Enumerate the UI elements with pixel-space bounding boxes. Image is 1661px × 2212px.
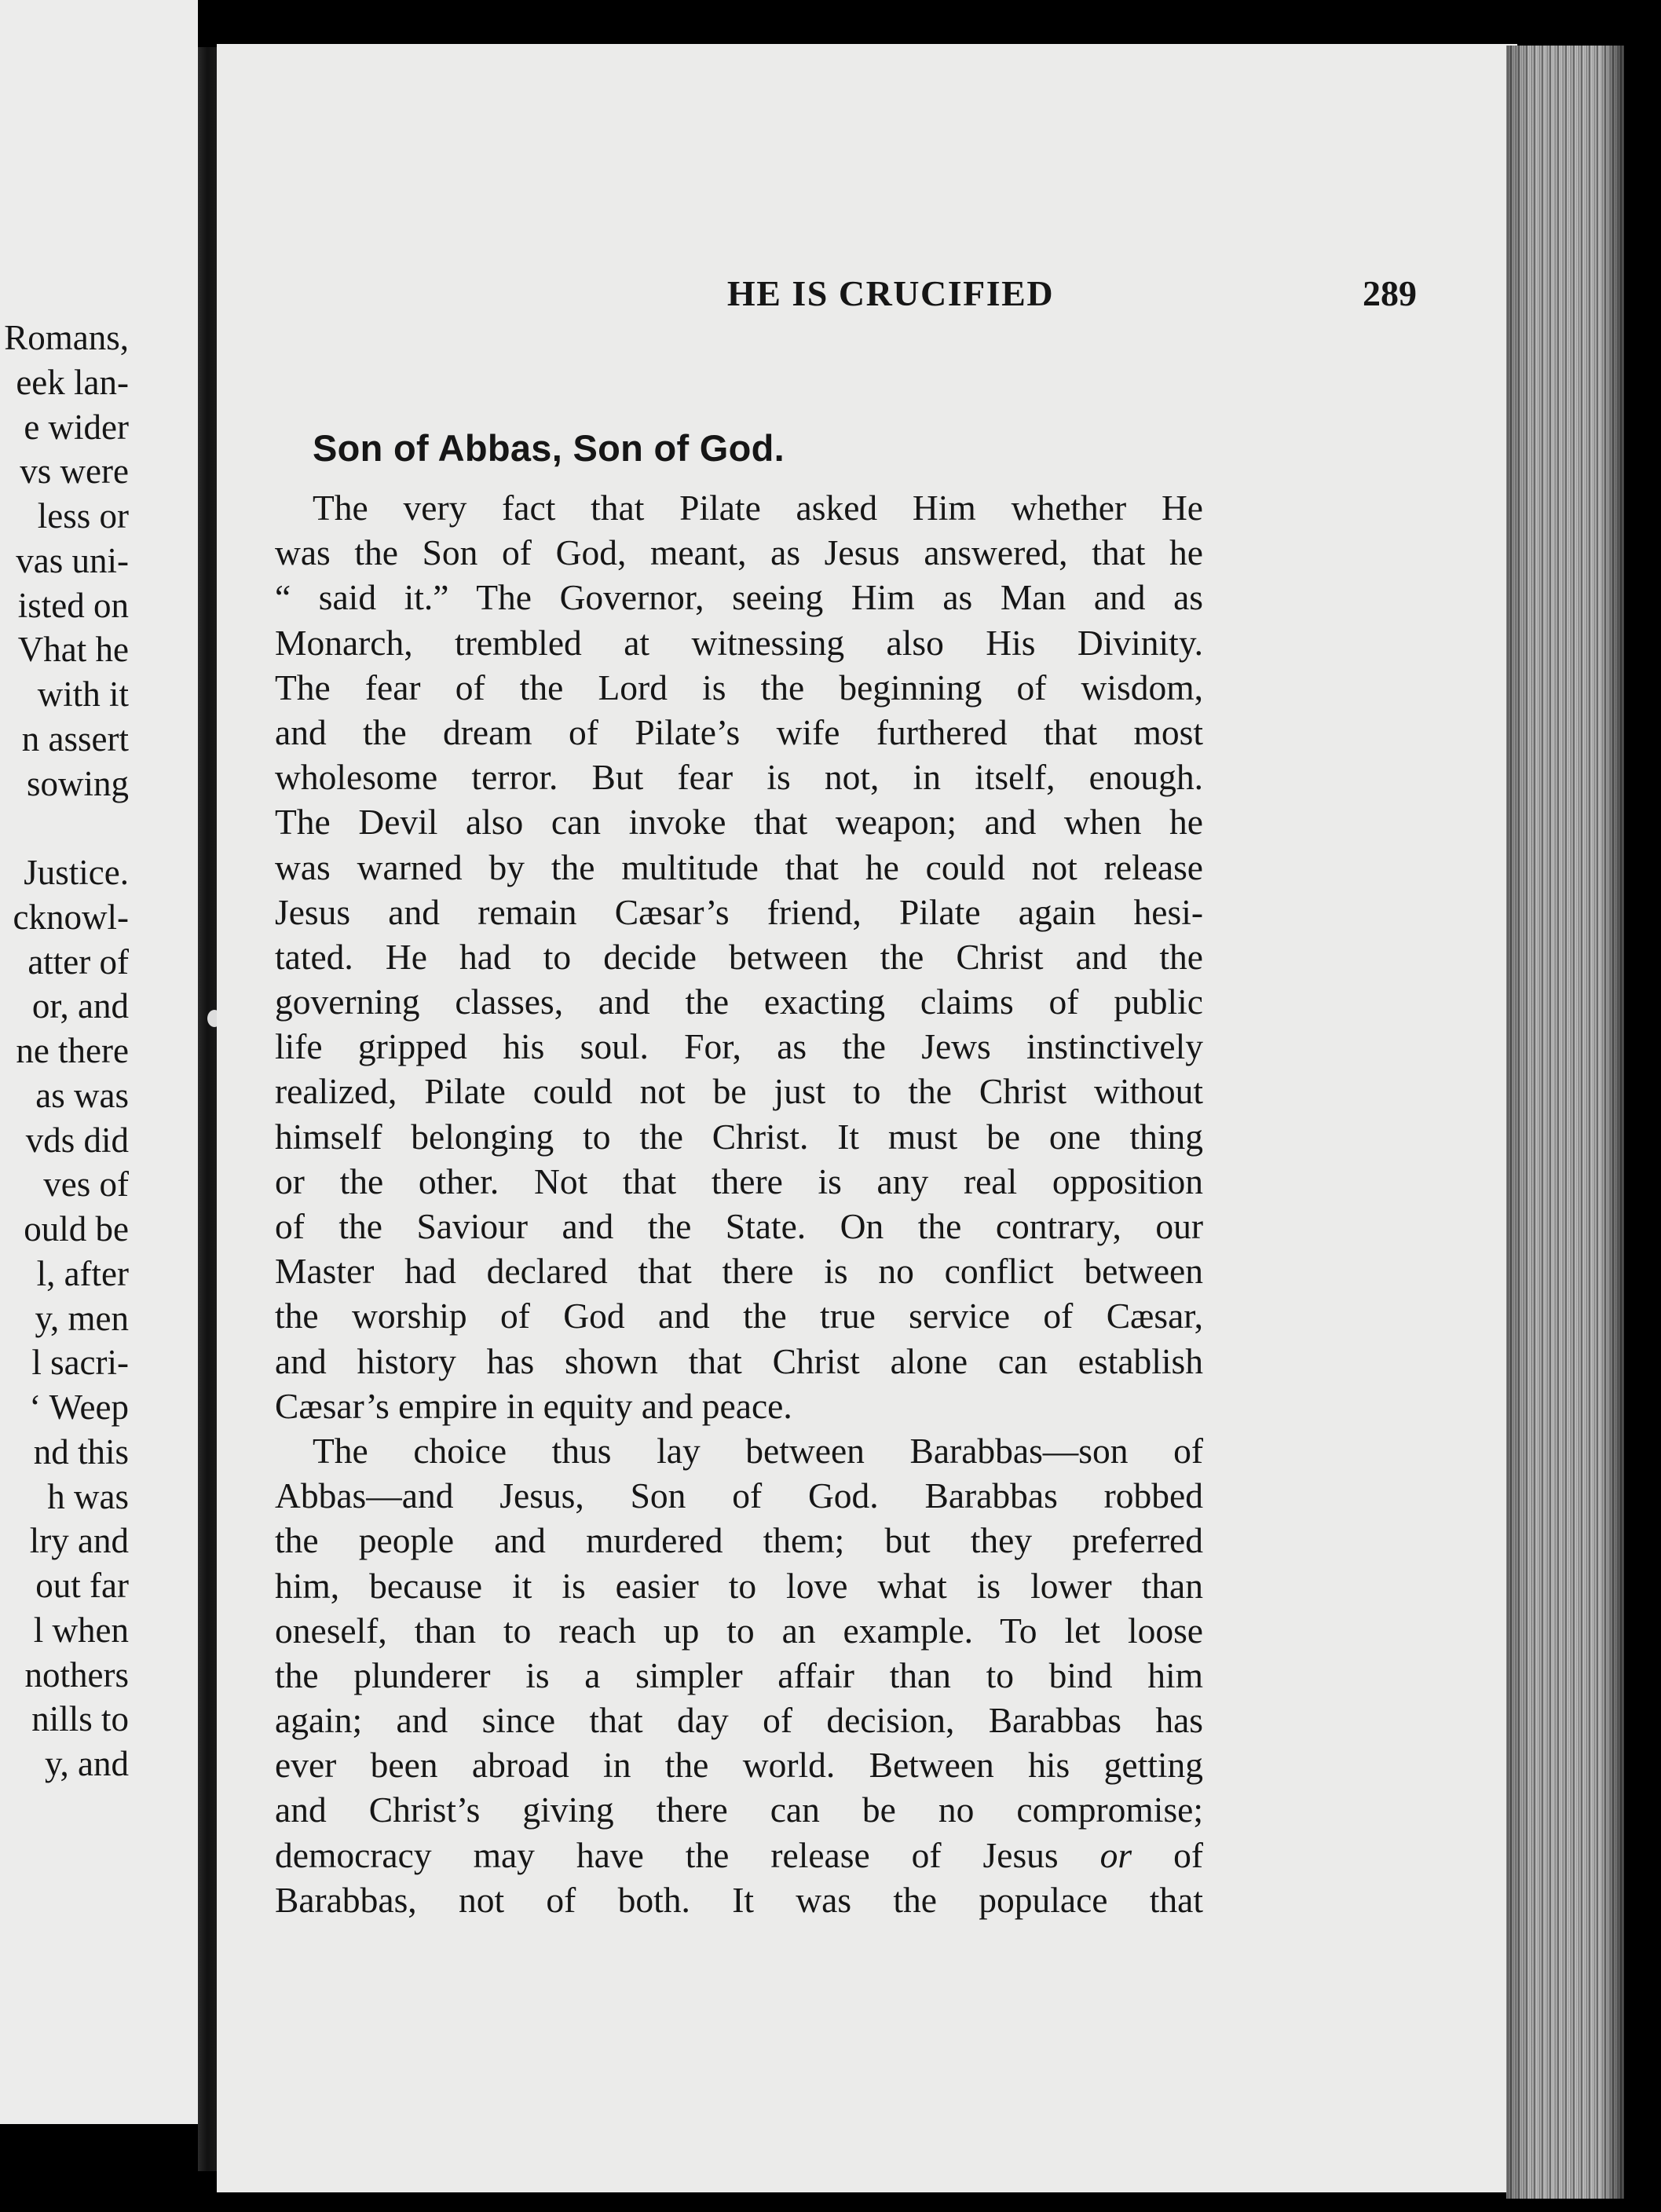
book-page	[217, 44, 1517, 2192]
text-line: realized, Pilate could not be just to the Christ without	[275, 1071, 1203, 1112]
text-line: “ said it.” The Governor, seeing Him as Man and as	[275, 577, 1203, 618]
text-line: and the dream of Pilate’s wife furthered that most	[275, 711, 1203, 752]
text-line: ever been abroad in the world. Between his getting	[275, 1745, 1203, 1786]
text-line: Monarch, trembled at witnessing also His Divinity.	[275, 622, 1203, 663]
facing-page-line: vds did	[25, 1120, 129, 1160]
facing-page-line: with it	[37, 675, 129, 714]
text-line: him, because it is easier to love what is lower than	[275, 1565, 1203, 1606]
text-line: the plunderer is a simpler affair than to bind him	[275, 1654, 1203, 1695]
text-line: the worship of God and the true service of Cæsar,	[275, 1296, 1203, 1336]
text-line: again; and since that day of decision, Barabbas has	[275, 1700, 1203, 1741]
text-line: was the Son of God, meant, as Jesus answered, that he	[275, 532, 1203, 573]
text-line	[275, 1833, 1203, 1877]
facing-page-left	[0, 0, 198, 2124]
facing-page-line: atter of	[27, 941, 129, 982]
facing-page-line: Vhat he	[17, 630, 129, 670]
facing-page-line: less or	[37, 496, 129, 536]
facing-page-line: ne there	[16, 1031, 129, 1070]
text-line: and Christ’s giving there can be no compromise;	[275, 1790, 1203, 1830]
section-heading: Son of Abbas, Son of God.	[313, 427, 785, 469]
text-line: The choice thus lay between Barabbas—son of	[313, 1430, 1203, 1471]
text-line: Abbas—and Jesus, Son of God. Barabbas robbed	[275, 1475, 1203, 1516]
text-line: himself belonging to the Christ. It must be one thing	[275, 1116, 1203, 1157]
facing-page-line: y, and	[44, 1744, 129, 1783]
facing-page-line: vas uni-	[16, 540, 129, 580]
facing-page-text	[0, 316, 129, 1786]
facing-page-line: nothers	[24, 1654, 129, 1695]
italic-word: or	[1099, 1834, 1132, 1875]
text-line: The fear of the Lord is the beginning of wisdom,	[275, 667, 1203, 707]
facing-page-line: ves of	[43, 1164, 129, 1205]
text-line: was warned by the multitude that he could not release	[275, 846, 1203, 887]
page-edges-shadow	[1506, 46, 1624, 2199]
facing-page-line: or, and	[31, 986, 129, 1026]
text-line: life gripped his soul. For, as the Jews instinctively	[275, 1026, 1203, 1067]
page-number: 289	[1363, 273, 1417, 313]
text-line: Cæsar’s empire in equity and peace.	[275, 1385, 792, 1426]
text-line: The Devil also can invoke that weapon; and when he	[275, 802, 1203, 843]
facing-page-line	[0, 806, 129, 850]
facing-page-line: ould be	[24, 1209, 129, 1249]
text-line: Master had declared that there is no conflict between	[275, 1251, 1203, 1292]
facing-page-line: h was	[47, 1476, 129, 1516]
running-title: HE IS CRUCIFIED	[726, 273, 1055, 313]
facing-page-line: eek lan-	[16, 362, 129, 402]
running-head	[217, 272, 1517, 320]
facing-page-line: Justice.	[24, 853, 129, 892]
text-line: oneself, than to reach up to an example. To let loose	[275, 1610, 1203, 1651]
text-line: the people and murdered them; but they preferred	[275, 1520, 1203, 1561]
facing-page-line: sowing	[26, 763, 129, 803]
facing-page-line: e wider	[24, 407, 129, 447]
facing-page-line: isted on	[17, 585, 129, 625]
text-line: Barabbas, not of both. It was the populace that	[275, 1879, 1203, 1920]
text-line: wholesome terror. But fear is not, in itself, enough.	[275, 757, 1203, 798]
facing-page-line: out far	[35, 1566, 129, 1605]
text-line: The very fact that Pilate asked Him whether He	[313, 488, 1203, 528]
book-gutter	[198, 47, 218, 2171]
facing-page-line: as was	[35, 1075, 129, 1115]
text-line: or the other. Not that there is any real opposition	[275, 1161, 1203, 1201]
facing-page-line: vs were	[20, 452, 129, 492]
facing-page-line: Romans,	[4, 318, 129, 357]
text-span: of	[1173, 1834, 1203, 1875]
text-line: and history has shown that Christ alone can establish	[275, 1340, 1203, 1381]
text-span: democracy may have the release of Jesus	[275, 1834, 1059, 1875]
facing-page-line: l when	[33, 1610, 129, 1650]
body-text	[275, 485, 1203, 1922]
text-line: governing classes, and the exacting claims of public	[275, 982, 1203, 1022]
text-line: tated. He had to decide between the Christ and the	[275, 936, 1203, 977]
facing-page-line: lry and	[29, 1521, 129, 1561]
text-line: Jesus and remain Cæsar’s friend, Pilate again hesi-	[275, 891, 1203, 932]
facing-page-line: l sacri-	[31, 1343, 129, 1383]
facing-page-line: l, after	[36, 1253, 129, 1293]
facing-page-line: y, men	[35, 1298, 129, 1338]
facing-page-line: ‘ Weep	[29, 1388, 129, 1427]
facing-page-line: nills to	[31, 1699, 129, 1739]
facing-page-line: cknowl-	[13, 897, 129, 937]
facing-page-line: nd this	[33, 1431, 129, 1472]
facing-page-line: n assert	[21, 718, 129, 759]
background-edge	[1624, 0, 1661, 2212]
text-line: of the Saviour and the State. On the contrary, our	[275, 1206, 1203, 1246]
